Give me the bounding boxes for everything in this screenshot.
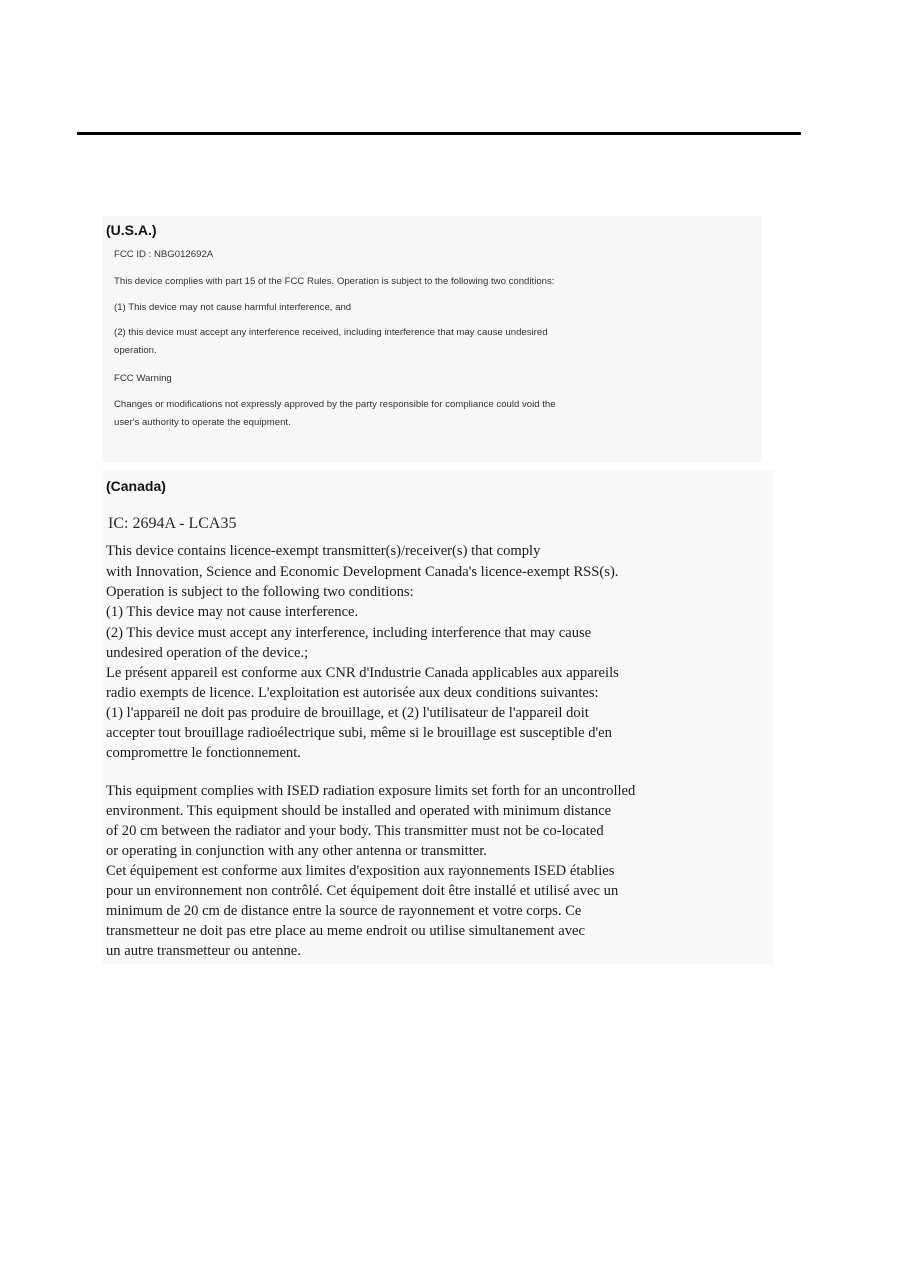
usa-line: (1) This device may not cause harmful interference, and <box>114 302 352 313</box>
ic-number: IC: 2694A - LCA35 <box>108 515 237 532</box>
canada-line: minimum de 20 cm de distance entre la source de rayonnement et votre corps. Ce <box>106 903 582 919</box>
canada-line: pour un environnement non contrôlé. Cet équipement doit être installé et utilisé avec un <box>106 883 619 899</box>
canada-line: (2) This device must accept any interference, including interference that may cause <box>106 625 592 641</box>
canada-ic-section <box>102 470 774 964</box>
canada-line: with Innovation, Science and Economic Development Canada's licence-exempt RSS(s). <box>106 564 619 580</box>
canada-line: This device contains licence-exempt transmitter(s)/receiver(s) that comply <box>106 543 541 559</box>
canada-line: or operating in conjunction with any other antenna or transmitter. <box>106 843 487 859</box>
usa-heading: (U.S.A.) <box>106 222 157 238</box>
canada-line: Operation is subject to the following two conditions: <box>106 584 414 600</box>
canada-heading: (Canada) <box>106 478 166 494</box>
canada-line: transmetteur ne doit pas etre place au meme endroit ou utilise simultanement avec <box>106 923 585 939</box>
canada-line: un autre transmetteur ou antenne. <box>106 943 301 959</box>
canada-line: (1) l'appareil ne doit pas produire de brouillage, et (2) l'utilisateur de l'appareil doit <box>106 705 589 721</box>
usa-line: operation. <box>114 345 157 356</box>
usa-line: (2) this device must accept any interference received, including interference that may cause undesired <box>114 327 548 338</box>
canada-line: of 20 cm between the radiator and your body. This transmitter must not be co-located <box>106 823 604 839</box>
usa-line: user's authority to operate the equipment. <box>114 417 291 428</box>
usa-fcc-section <box>102 216 762 462</box>
top-rule <box>77 132 801 135</box>
usa-line: Changes or modifications not expressly approved by the party responsible for compliance could void the <box>114 399 556 410</box>
canada-line: environment. This equipment should be installed and operated with minimum distance <box>106 803 612 819</box>
canada-line: Cet équipement est conforme aux limites d'exposition aux rayonnements ISED établies <box>106 863 615 879</box>
canada-line: This equipment complies with ISED radiation exposure limits set forth for an uncontrolled <box>106 783 636 799</box>
canada-line: undesired operation of the device.; <box>106 645 309 661</box>
canada-line: Le présent appareil est conforme aux CNR d'Industrie Canada applicables aux appareils <box>106 665 619 681</box>
canada-line: compromettre le fonctionnement. <box>106 745 301 761</box>
usa-line: FCC Warning <box>114 373 172 384</box>
usa-line: This device complies with part 15 of the FCC Rules. Operation is subject to the following two conditions: <box>114 276 555 287</box>
canada-line: radio exempts de licence. L'exploitation est autorisée aux deux conditions suivantes: <box>106 685 599 701</box>
canada-line: (1) This device may not cause interference. <box>106 604 359 620</box>
fcc-id: FCC ID : NBG012692A <box>114 249 214 260</box>
canada-line: accepter tout brouillage radioélectrique subi, même si le brouillage est susceptible d'en <box>106 725 612 741</box>
